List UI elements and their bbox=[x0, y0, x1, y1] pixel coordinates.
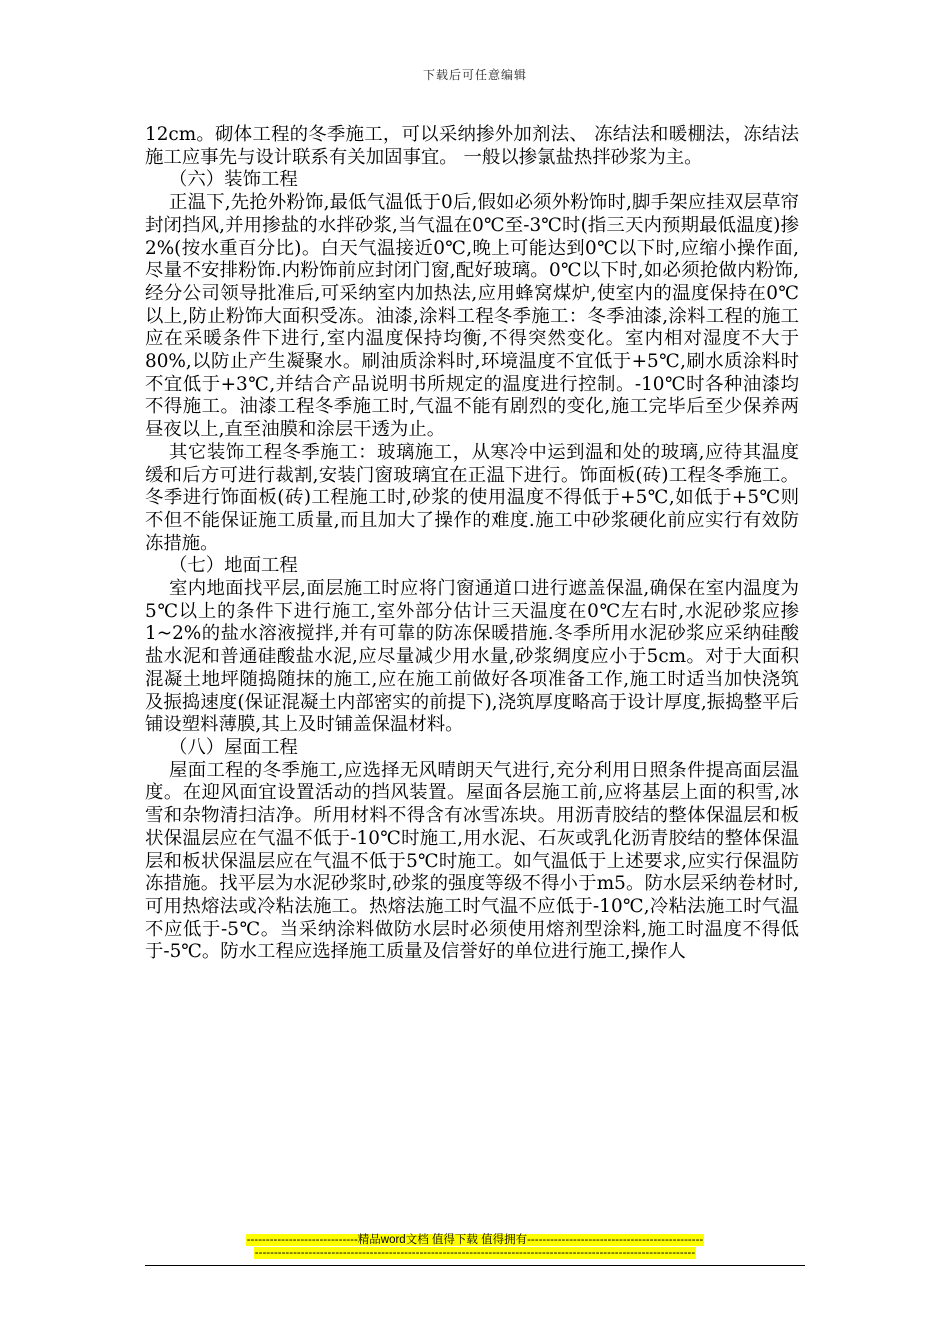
footer-banner bbox=[0, 1231, 950, 1247]
footer-banner-text: -----------------------------精品word文档 值得下载 值得拥有---------------------------------------------- bbox=[246, 1234, 704, 1246]
paragraph: 其它装饰工程冬季施工：玻璃施工，从寒冷中运到温和处的玻璃,应待其温度缓和后方可进行裁割,安装门窗玻璃宜在正温下进行。饰面板(砖)工程冬季施工。冬季进行饰面板(砖)工程施工时,砂浆的使用温度不得低于+5℃,如低于+5℃则不但不能保证施工质量,而且加大了操作的难度.施工中砂浆硬化前应实行有效防冻措施。 bbox=[145, 441, 799, 554]
page-header: 下载后可任意编辑 bbox=[422, 68, 527, 82]
footer-dashes bbox=[0, 1247, 950, 1259]
footer-rule bbox=[145, 1265, 805, 1266]
paragraph: 12cm。砌体工程的冬季施工，可以采纳掺外加剂法、 冻结法和暖棚法，冻结法施工应事先与设计联系有关加固事宜。 一般以掺氯盐热拌砂浆为主。 bbox=[145, 124, 799, 168]
paragraph: 屋面工程的冬季施工,应选择无风晴朗天气进行,充分利用日照条件提高面层温度。在迎风面宜设置活动的挡风装置。屋面各层施工前,应将基层上面的积雪,冰雪和杂物清扫洁净。所用材料不得含有冰雪冻块。用沥青胶结的整体保温层和板状保温层应在气温不低于-10℃时施工,用水泥、石灰或乳化沥青胶结的整体保温层和板状保温层应在气温不低于5℃时施工。如气温低于上述要求,应实行保温防冻措施。找平层为水泥砂浆时,砂浆的强度等级不得小于m5。防水层采纳卷材时,可用热熔法或冷粘法施工。热熔法施工时气温不应低于-10℃,冷粘法施工时气温不应低于-5℃。当采纳涂料做防水层时必须使用熔剂型涂料,施工时温度不得低于-5℃。防水工程应选择施工质量及信誉好的单位进行施工,操作人 bbox=[145, 759, 799, 963]
section-heading-floor: （七）地面工程 bbox=[169, 555, 298, 577]
document-body bbox=[145, 124, 799, 964]
section-heading-decoration: （六）装饰工程 bbox=[169, 169, 298, 191]
paragraph: 正温下,先抢外粉饰,最低气温低于0后,假如必须外粉饰时,脚手架应挂双层草帘封闭挡风,并用掺盐的水拌砂浆,当气温在0℃至-3℃时(指三天内预期最低温度)掺2%(按水重百分比)。白天气温接近0℃,晚上可能达到0℃以下时,应缩小操作面,尽量不安排粉饰.内粉饰前应封闭门窗,配好玻璃。0℃以下时,如必须抢做内粉饰,经分公司领导批准后,可采纳室内加热法,应用蜂窝煤炉,使室内的温度保持在0℃以上,防止粉饰大面积受冻。油漆,涂料工程冬季施工：冬季油漆,涂料工程的施工应在采暖条件下进行,室内温度保持均衡,不得突然变化。室内相对湿度不大于80%,以防止产生凝聚水。刷油质涂料时,环境温度不宜低于+5℃,刷水质涂料时不宜低于+3℃,并结合产品说明书所规定的温度进行控制。-10℃时各种油漆均不得施工。油漆工程冬季施工时,气温不能有剧烈的变化,施工完毕后至少保养两昼夜以上,直至油膜和涂层干透为止。 bbox=[145, 192, 799, 441]
footer-dashes-text: ------------------------------------------------------------------------------------------------------------------- bbox=[254, 1247, 696, 1259]
section-heading-roof: （八）屋面工程 bbox=[169, 736, 298, 758]
paragraph: 室内地面找平层,面层施工时应将门窗通道口进行遮盖保温,确保在室内温度为5℃以上的条件下进行施工,室外部分估计三天温度在0℃左右时,水泥砂浆应掺1~2%的盐水溶液搅拌,并有可靠的防冻保暖措施.冬季所用水泥砂浆应采纳硅酸盐水泥和普通硅酸盐水泥,应尽量减少用水量,砂浆绸度应小于5cm。对于大面积混凝土地坪随捣随抹的施工,应在施工前做好各项准备工作,施工时适当加快浇筑及振捣速度(保证混凝土内部密实的前提下),浇筑厚度略高于设计厚度,振捣整平后铺设塑料薄膜,其上及时铺盖保温材料。 bbox=[145, 578, 799, 736]
